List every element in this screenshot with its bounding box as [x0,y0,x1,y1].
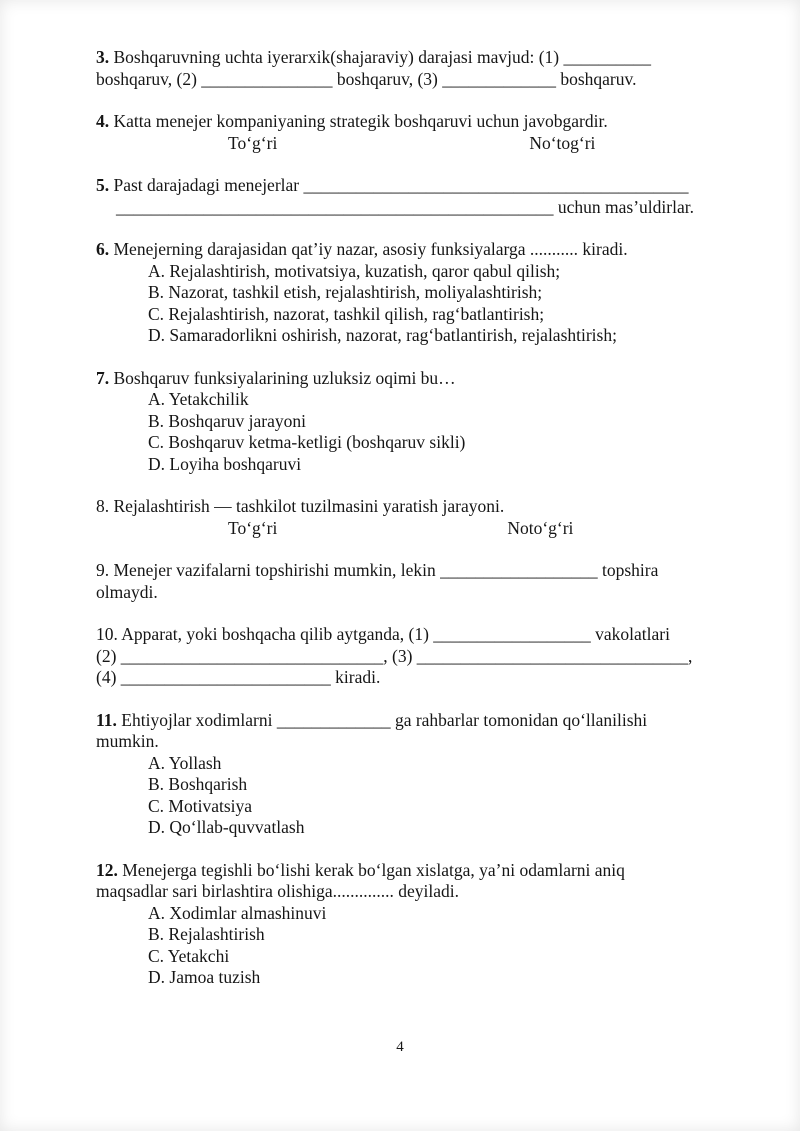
question-4 [96,111,714,154]
question-4-true-option: To‘g‘ri [228,132,278,153]
question-11 [96,710,714,839]
question-4-truefalse-row [96,133,714,155]
question-12 [96,860,714,989]
question-12-options [96,903,714,989]
question-12-text: Menejerga tegishli bo‘lishi kerak bo‘lgan xislatga, ya’ni odamlarni aniq [122,859,625,880]
question-7-number: 7. [96,367,110,388]
question-10-line-2: (2) ______________________________, (3) _______________________________, [96,645,693,666]
question-11-text: Ehtiyojlar xodimlarni _____________ ga rahbarlar tomonidan qo‘llanilishi [121,709,648,730]
question-11-number: 11. [96,709,117,730]
question-10-line-3: (4) ________________________ kiradi. [96,667,381,687]
question-8-text: Rejalashtirish — tashkilot tuzilmasini yaratish jarayoni. [113,496,505,516]
question-4-number: 4. [96,111,110,131]
question-10-text: Apparat, yoki boshqacha qilib aytganda, (1) __________________ vakolatlari [121,624,670,644]
question-10 [96,624,714,689]
question-3-text: Boshqaruvning uchta iyerarxik(shajaraviy) darajasi mavjud: (1) __________ [113,47,651,67]
question-9-line-1 [96,560,714,582]
question-7-option-a: A. Yetakchilik [148,389,249,409]
question-10-number: 10. [96,624,118,644]
question-8-false-option: Noto‘g‘ri [507,517,574,538]
question-8-true-option: To‘g‘ri [228,517,278,538]
question-9-number: 9. [96,560,110,580]
question-6-options [96,261,714,347]
question-6-option-a: A. Rejalashtirish, motivatsiya, kuzatish, qaror qabul qilish; [148,260,561,281]
question-10-line-1 [96,624,714,646]
question-12-option-c: C. Yetakchi [148,945,230,966]
question-7-text: Boshqaruv funksiyalarining uzluksiz oqimi bu… [113,367,456,388]
question-11-option-a: A. Yollash [148,752,222,773]
question-8-truefalse-row [96,518,714,540]
question-6 [96,239,714,347]
question-4-text: Katta menejer kompaniyaning strategik boshqaruvi uchun javobgardir. [113,111,608,131]
question-12-option-a: A. Xodimlar almashinuvi [148,902,327,923]
question-9-text: Menejer vazifalarni topshirishi mumkin, lekin __________________ topshira [113,560,659,580]
question-3-line-2: boshqaruv, (2) _______________ boshqaruv, (3) _____________ boshqaruv. [96,68,637,89]
question-12-line-2: maqsadlar sari birlashtira olishiga.............. deyiladi. [96,881,460,901]
question-7-option-d: D. Loyiha boshqaruvi [148,453,302,474]
question-11-option-c: C. Motivatsiya [148,795,253,816]
question-7 [96,368,714,476]
question-5-text: Past darajadagi menejerlar ____________________________________________ [113,175,689,195]
question-6-text: Menejerning darajasidan qat’iy nazar, asosiy funksiyalarga ........... kiradi. [113,239,628,259]
question-12-option-d: D. Jamoa tuzish [148,967,261,987]
question-4-false-option: No‘tog‘ri [529,132,596,153]
question-6-number: 6. [96,239,110,259]
question-5-number: 5. [96,175,110,195]
question-11-option-b: B. Boshqarish [148,774,248,794]
question-6-option-b: B. Nazorat, tashkil etish, rejalashtirish, moliyalashtirish; [148,282,543,302]
question-11-line-1 [96,710,714,732]
question-9-line-2: olmaydi. [96,581,158,602]
question-8 [96,496,714,539]
question-6-option-d: D. Samaradorlikni oshirish, nazorat, rag‘batlantirish, rejalashtirish; [148,325,617,345]
question-12-number: 12. [96,859,118,880]
question-3-line-1 [96,47,714,69]
question-3 [96,47,714,90]
question-12-line-1 [96,860,714,882]
question-8-line-1 [96,496,714,518]
question-6-line-1 [96,239,714,261]
question-7-options [96,389,714,475]
question-6-option-c: C. Rejalashtirish, nazorat, tashkil qilish, rag‘batlantirish; [148,303,545,324]
question-11-options [96,753,714,839]
question-3-number: 3. [96,47,110,67]
question-5-line-2: __________________________________________________ uchun mas’uldirlar. [116,196,694,217]
question-11-option-d: D. Qo‘llab-quvvatlash [148,817,305,837]
question-12-option-b: B. Rejalashtirish [148,924,265,944]
question-8-number: 8. [96,496,110,516]
question-11-line-2: mumkin. [96,731,159,751]
page-number: 4 [396,1039,404,1055]
question-5 [96,175,714,218]
question-5-line-1 [96,175,714,197]
question-4-line-1 [96,111,714,133]
question-7-option-c: C. Boshqaruv ketma-ketligi (boshqaruv sikli) [148,432,466,452]
question-7-line-1 [96,368,714,390]
question-9 [96,560,714,603]
question-7-option-b: B. Boshqaruv jarayoni [148,410,306,431]
